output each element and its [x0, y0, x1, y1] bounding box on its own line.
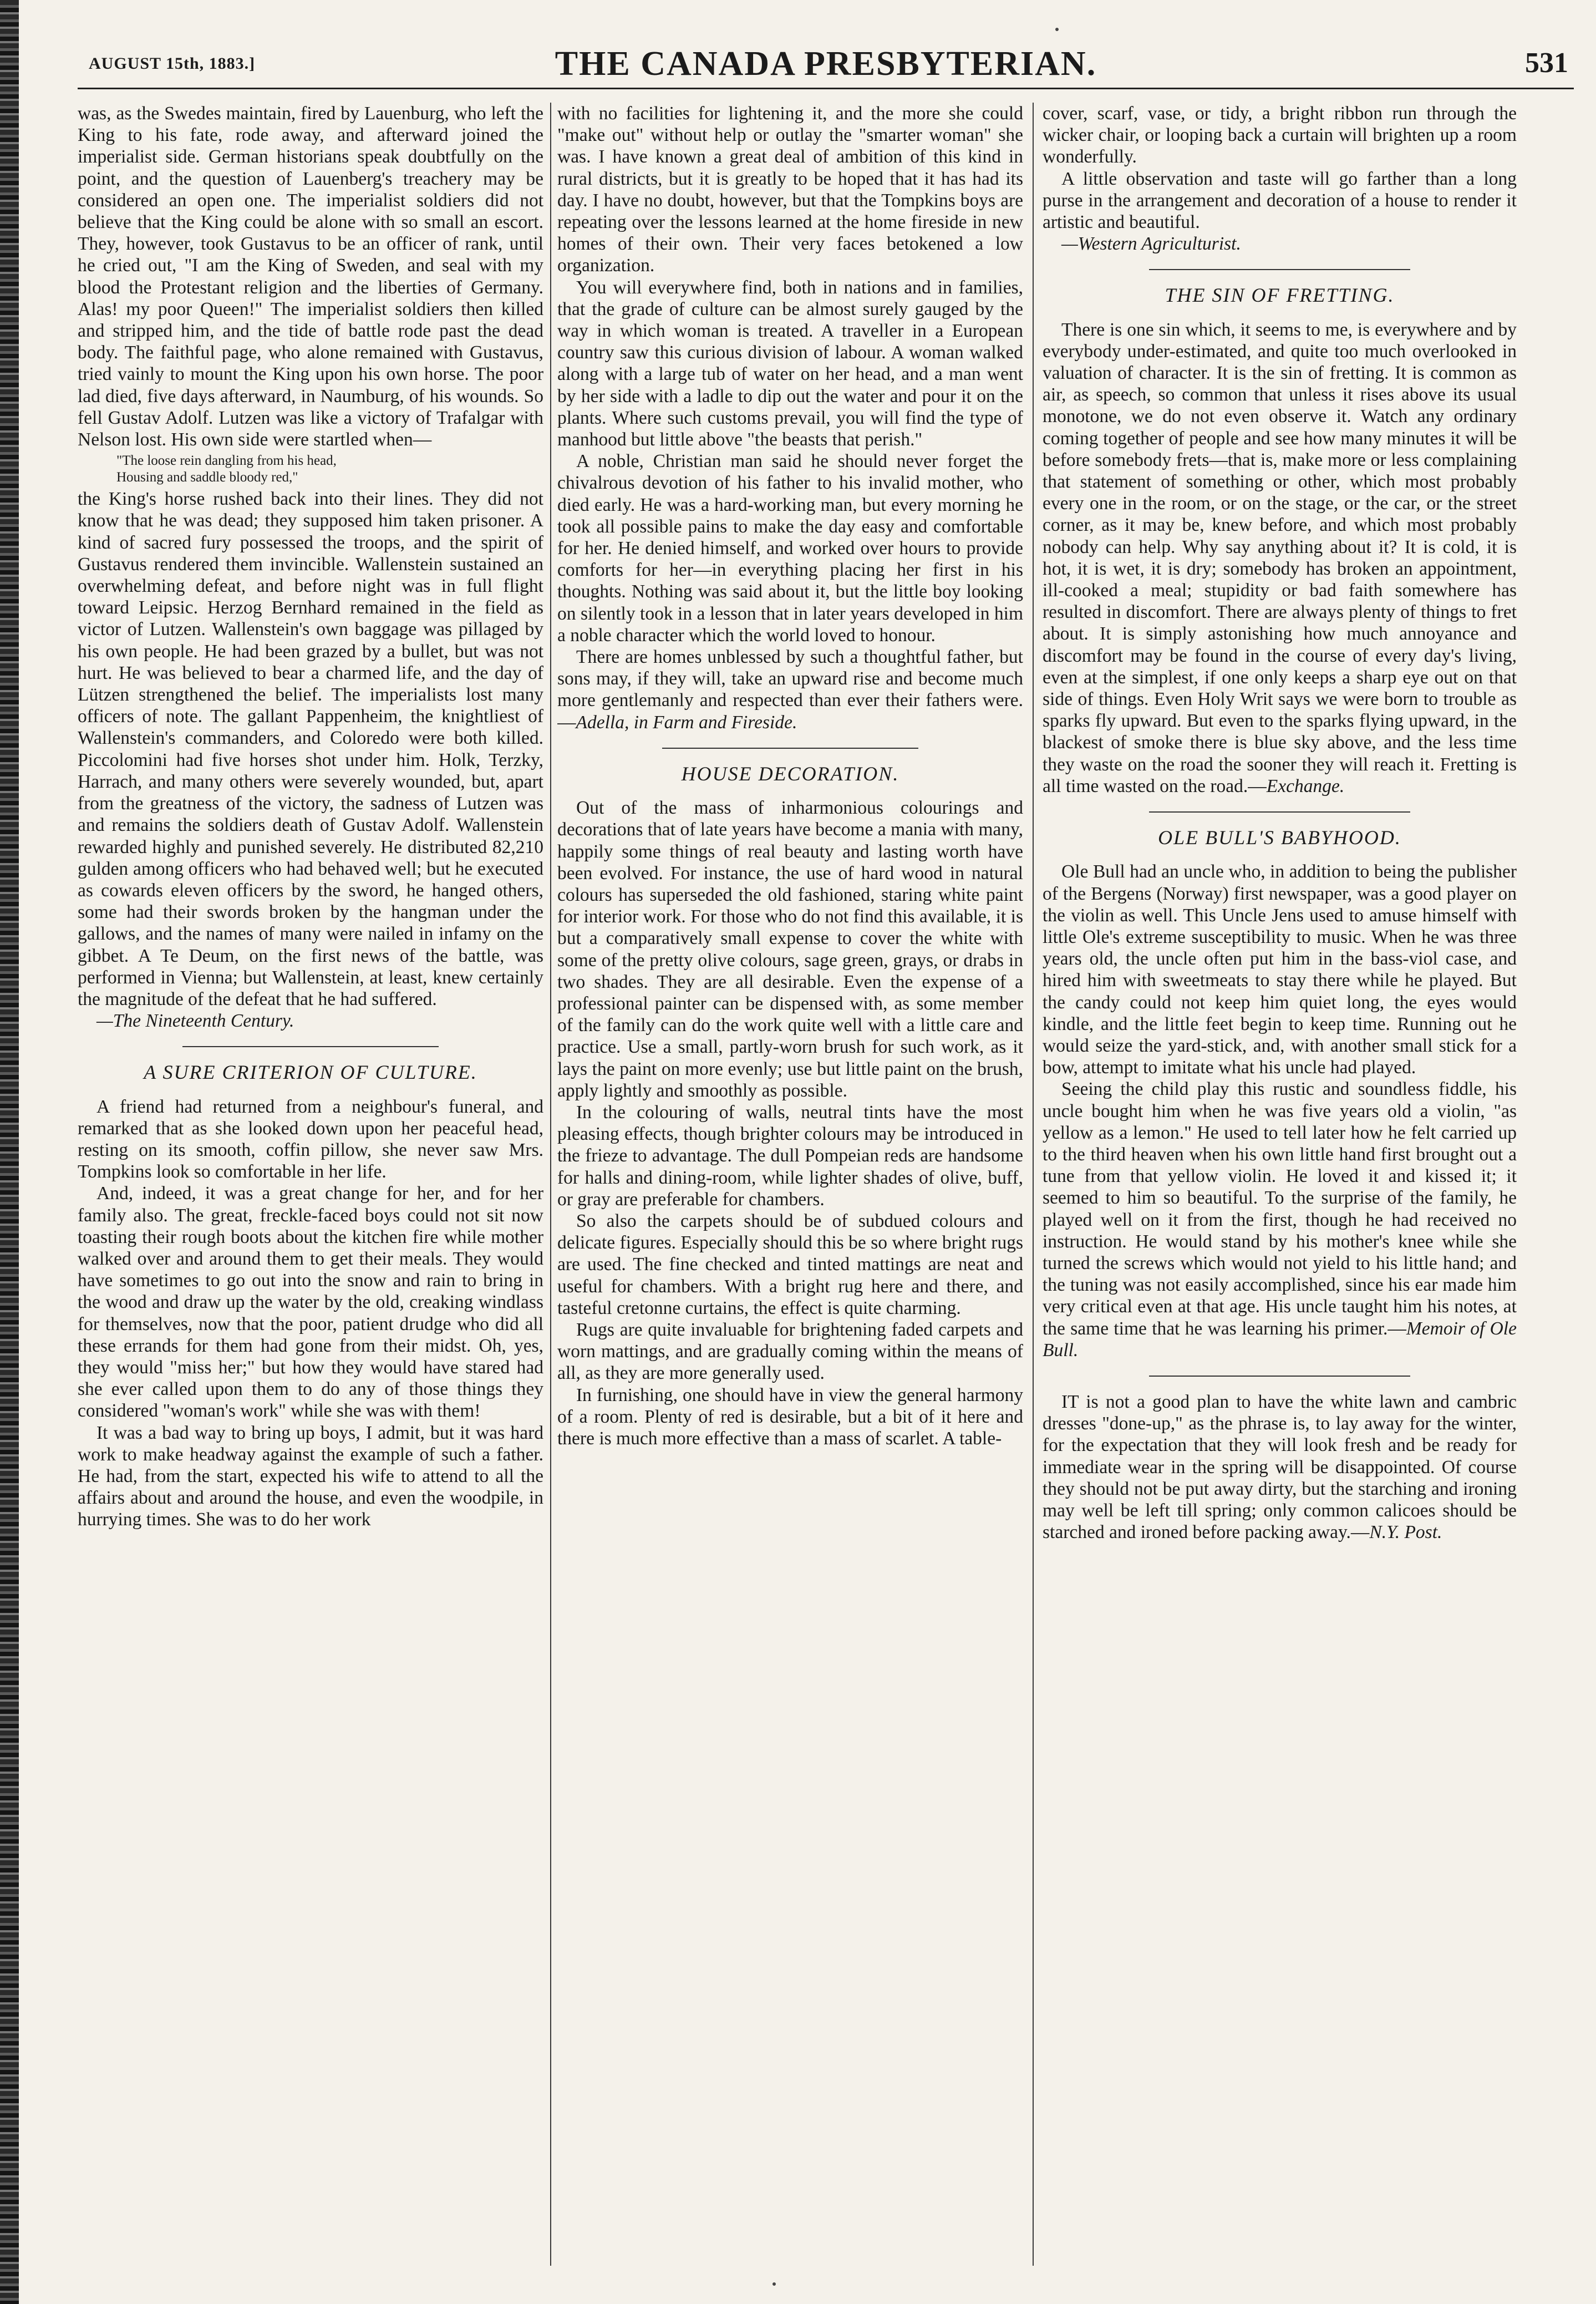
section-divider [1149, 269, 1410, 270]
culture-paragraph-6: A noble, Christian man said he should never forget the chivalrous devotion of his father to his invalid mother, who died early. He was a hard-working man, but every morning he took all possible pains to make the day easy and comfortable for her. He denied himself, and worked over hours to provide comforts for her—in everything placing her first in his thoughts. Nothing was said about it, but the little boy looking on silently took in a lesson that in later years developed in him a noble character which the world loved to honour. [557, 451, 1023, 646]
gustavus-paragraph-1: was, as the Swedes maintain, fired by Lauenburg, who left the King to his fate, rode away, and afterward joined the imperialist side. German historians speak doubtfully on the point, and the question of Lauenberg's treachery may be considered an open one. The imperialist soldiers did not believe that the King could be alone with so small an escort. They, however, took Gustavus to be an officer of rank, until he cried out, "I am the King of Sweden, and seal with my blood the Protestant religion and the liberties of Germany. Alas! my poor Queen!" The imperialist soldiers then killed and stripped him, and the tide of battle rode past the dead body. The faithful page, who alone remained with Gustavus, tried vainly to mount the King upon his own horse. The poor lad died, five days afterward, in Naumburg, of his wounds. So fell Gustav Adolf. Lutzen was like a victory of Trafalgar with Nelson lost. His own side were startled when— [78, 103, 543, 450]
decoration-paragraph-5: In furnishing, one should have in view the general harmony of a room. Plenty of red is desirable, but a bit of it here and there is much more effective than a mass of scarlet. A table- [557, 1384, 1023, 1449]
laundry-paragraph-text: IT is not a good plan to have the white lawn and cambric dresses "done-up," as the phrase is, to lay away for the winter, for the expectation that they will look fresh and be ready for immediate wear in the spring will be disappointed. Of course they should not be put away dirty, but the starching and ironing may well be left till spring; only common calicoes should be starched and ironed before packing away.— [1043, 1391, 1517, 1543]
culture-paragraph-4: with no facilities for lightening it, and the more she could "make out" without help or outlay the "smarter woman" she was. I have known a great deal of ambition of this kind in rural districts, but it is greatly to be hoped that it has had its day. I have no doubt, however, but that the Tompkins boys are repeating over the lessons learned at the home fireside in new homes of their own. Their very faces betokened a low organization. [557, 103, 1023, 276]
culture-paragraph-3: It was a bad way to bring up boys, I admit, but it was hard work to make headway against the example of such a father. He had, from the start, expected his wife to attend to all the affairs about and around the house, and even the woodpile, in hurrying times. She was to do her work [78, 1422, 543, 1530]
decoration-paragraph-1: Out of the mass of inharmonious colourings and decorations that of late years have become a mania with many, happily some things of real beauty and lasting worth have been evolved. For instance, the use of hard wood in natural colours has superseded the old fashioned, staring white paint for interior work. For those who do not find this available, it is but a comparatively small expense to cover the white with some of the pretty olive colours, sage green, grays, or drabs in two shades. They are all desirable. Even the expense of a professional painter can be dispensed with, as some member of the family can do the work quite well with a little care and practice. Use a small, partly-worn brush for such work, as it lays the paint on more evenly; use but little paint on the brush, apply lightly and smoothly as possible. [557, 798, 1023, 1101]
binding-edge [0, 0, 19, 2304]
source-citation: N.Y. Post. [1369, 1522, 1442, 1543]
source-citation: —Western Agriculturist. [1061, 234, 1241, 255]
issue-date: AUGUST 15th, 1883.] [89, 54, 256, 73]
column-3 [1043, 103, 1517, 2266]
section-divider [662, 748, 918, 749]
gustavus-paragraph-2: the King's horse rushed back into their lines. They did not know that he was dead; they supposed him taken prisoner. A kind of sacred fury possessed the troops, and the spirit of Gustavus rendered them invincible. Wallenstein sustained an overwhelming defeat, and before night was in full flight toward Leipsic. Herzog Bernhard remained in the field as victor of Lutzen. Wallenstein's own baggage was pillaged by his own people. He had been grazed by a bullet, but was not hurt. He was believed to bear a charmed life, and the day of Lützen strengthened the belief. The imperialists lost many officers of note. The gallant Pappenheim, the knightliest of Wallenstein's commanders, and Coloredo were both killed. Piccolomini had five horses shot under him. Holk, Terzky, Harrach, and many others were severely wounded, but, apart from the greatness of the victory, the sadness of Lutzen was and remains the soldiers death of Gustav Adolf. Wallenstein rewarded highly and punished severely. He distributed 82,210 gulden among officers who had behaved well; but he executed as cowards eleven officers by the sword, he hanged others, some had their swords broken by the hangman under the gallows, and the names of many were nailed in infamy on the gibbet. A Te Deum, on the first news of the battle, was performed in Vienna; but Wallenstein, at least, knew certainly the magnitude of the defeat that he had suffered. [78, 489, 543, 1009]
section-divider [182, 1046, 439, 1047]
verse-line-1: "The loose rein dangling from his head, [116, 453, 337, 469]
ole-bull-paragraph-2-text: Seeing the child play this rustic and soundless fiddle, his uncle bought him when he was five years old a violin, "as yellow as a lemon." He used to tell later how he felt carried up to the third heaven when his own little hand first brought out a tune from that yellow violin. He loved it and kissed it; it seemed to him so beautiful. To the surprise of the family, he played well on it from the first, though he had received no instruction. He would stand by his mother's knee while she turned the screws which would not yield to his little hand; and the tuning was not easily accomplished, since his ear made him very critical even at that age. His uncle taught him his notes, at the same time that he was learning his primer.— [1043, 1079, 1517, 1339]
culture-paragraph-5: You will everywhere find, both in nations and in families, that the grade of culture can be almost surely gauged by the way in which woman is treated. A traveller in a European country saw this curious division of labour. A woman walked along with a large tub of water on her head, and a man went by her side with a ladle to dip out the water and pour it on the plants. Where such customs prevail, you will find the type of manhood but little above "the beasts that perish." [557, 277, 1023, 450]
culture-paragraph-1: A friend had returned from a neighbour's funeral, and remarked that as she looked down upon her peaceful head, resting on its smooth, coffin pillow, she never saw Mrs. Tompkins look so comfortable in her life. [78, 1096, 543, 1183]
page-header [78, 43, 1574, 89]
ole-bull-paragraph-2 [1043, 1078, 1517, 1361]
article-heading-fretting: THE SIN OF FRETTING. [1165, 284, 1395, 307]
fretting-paragraph-text: There is one sin which, it seems to me, is everywhere and by everybody under-estimated, and quite too much overlooked in valuation of character. It is the sin of fretting. It is common as air, as speech, so common that unless it rises above its usual monotone, we do not even observe it. Watch any ordinary coming together of people and see how many minutes it will be before somebody frets—that is, make more or less complaining that statement of something or other, which most probably every one in the room, or on the stage, or the car, or the street corner, as it may be, knew before, and which most probably nobody can help. Why say anything about it? It is cold, it is hot, it is wet, it is dry; somebody has broken an appointment, ill-cooked a meal; stupidity or bad faith somewhere has resulted in discomfort. There are always plenty of things to fret about. It is simply astonishing how much annoyance and discomfort may be found in the course of every day's living, even at the simplest, if one only keeps a sharp eye out on that side of things. Even Holy Writ says we were born to trouble as sparks fly upward. But even to the sparks flying upward, in the blackest of smoke there is blue sky above, and the less time they waste on the road the sooner they will reach it. Fretting is all time wasted on the road.— [1043, 319, 1517, 796]
print-speck [772, 2282, 776, 2286]
source-citation: Exchange. [1266, 775, 1345, 796]
article-heading-ole-bull: OLE BULL'S BABYHOOD. [1158, 826, 1401, 849]
decoration-paragraph-3: So also the carpets should be of subdued colours and delicate figures. Especially should this be so where bright rugs are used. The fine checked and tinted mattings are neat and useful for chambers. With a bright rug here and there, and tasteful cretonne curtains, the effect is quite charming. [557, 1210, 1023, 1318]
culture-paragraph-7 [557, 646, 1023, 733]
print-speck [1055, 28, 1059, 31]
culture-paragraph-2: And, indeed, it was a great change for her, and for her family also. The great, freckle-faced boys could not sit now toasting their rough boots about the kitchen fire while mother walked over and around them to get their meals. They would have sometimes to go out into the snow and rain to bring in the wood and draw up the water by the old, creaking windlass for themselves, now that the poor, patient drudge who did all these errands for them had gone from their midst. Oh, yes, they would "miss her;" but how they would have stared had she ever called upon them to do any of those things they considered "woman's work" while she was with them! [78, 1183, 543, 1422]
verse-line-2: Housing and saddle bloody red," [116, 470, 298, 485]
fretting-paragraph [1043, 319, 1517, 797]
section-divider [1149, 1376, 1410, 1377]
decoration-paragraph-7: A little observation and taste will go farther than a long purse in the arrangement and decoration of a house to render it artistic and beautiful. [1043, 168, 1517, 233]
source-citation: Adella, in Farm and Fireside. [576, 712, 797, 733]
verse-quote [78, 453, 543, 486]
source-citation: —The Nineteenth Century. [96, 1011, 294, 1032]
article-heading-house-decoration: HOUSE DECORATION. [681, 762, 899, 785]
column-divider-2 [1033, 103, 1034, 2266]
decoration-paragraph-2: In the colouring of walls, neutral tints have the most pleasing effects, though brighter colours may be introduced in the frieze to advantage. The dull Pompeian reds are handsome for halls and dining-room, while lighter shades of olive, buff, or gray are preferable for chambers. [557, 1102, 1023, 1210]
culture-paragraph-7-text: There are homes unblessed by such a thoughtful father, but sons may, if they will, take an upward rise and become much more gentlemanly and respected than ever their fathers were.— [557, 647, 1023, 733]
source-citation: Memoir of Ole Bull. [1043, 1318, 1517, 1361]
ole-bull-paragraph-1: Ole Bull had an uncle who, in addition to being the publisher of the Bergens (Norway) first newspaper, was a good player on the violin as well. This Uncle Jens used to amuse himself with little Ole's extreme susceptibility to music. When he was three years old, the uncle often put him in the bass-viol case, and hired him with sweetmeats to stay there while he played. But the candy could not keep him quiet long, the eyes would kindle, and the little feet begin to keep time. Running out he would seize the yard-stick, and, with another small stick for a bow, attempt to imitate what his uncle had played. [1043, 861, 1517, 1078]
page-number: 531 [1525, 47, 1568, 79]
decoration-paragraph-6: cover, scarf, vase, or tidy, a bright ribbon run through the wicker chair, or looping back a curtain will brighten up a room wonderfully. [1043, 103, 1517, 168]
newspaper-title: THE CANADA PRESBYTERIAN. [555, 45, 1097, 83]
column-2 [557, 103, 1023, 2266]
column-divider-1 [550, 103, 551, 2266]
decoration-paragraph-4: Rugs are quite invaluable for brightening faded carpets and worn mattings, and are gradually coming within the means of all, as they are more generally used. [557, 1319, 1023, 1384]
article-heading-culture: A SURE CRITERION OF CULTURE. [144, 1061, 477, 1084]
column-1 [78, 103, 543, 2266]
section-divider [1149, 811, 1410, 813]
laundry-paragraph [1043, 1391, 1517, 1543]
